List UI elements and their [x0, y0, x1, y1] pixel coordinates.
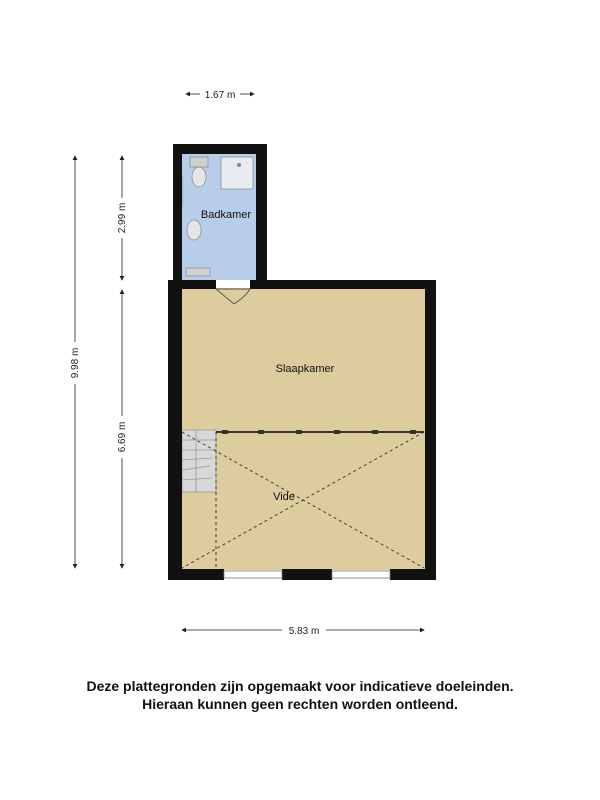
dimension-bottom-width: [182, 626, 424, 637]
dimension-label-top-width: 1.67 m: [204, 90, 236, 101]
dimension-label-bottom-width: 5.83 m: [288, 626, 320, 637]
bedroom-floor: [180, 288, 428, 570]
dimension-bedroom-height: [117, 290, 128, 568]
dimension-total-height: [70, 156, 81, 568]
sink-icon: [187, 220, 201, 240]
bathroom-heater: [186, 268, 210, 276]
dimension-label-bathroom-height: 2.99 m: [117, 202, 128, 234]
dimension-top-width: [186, 90, 254, 101]
staircase: [182, 430, 216, 492]
disclaimer-line-1: Deze plattegronden zijn opgemaakt voor indicatieve doeleinden.: [86, 678, 514, 694]
dimension-label-bedroom-height: 6.69 m: [117, 421, 128, 453]
room-label-bathroom: Badkamer: [200, 209, 252, 221]
dimension-label-total-height: 9.98 m: [70, 347, 81, 379]
room-label-bedroom: Slaapkamer: [275, 363, 335, 375]
dimension-bathroom-height: [117, 156, 128, 280]
room-label-void: Vide: [273, 491, 295, 503]
disclaimer-line-2: Hieraan kunnen geen rechten worden ontleend.: [142, 696, 458, 712]
shower-icon: [221, 157, 253, 189]
